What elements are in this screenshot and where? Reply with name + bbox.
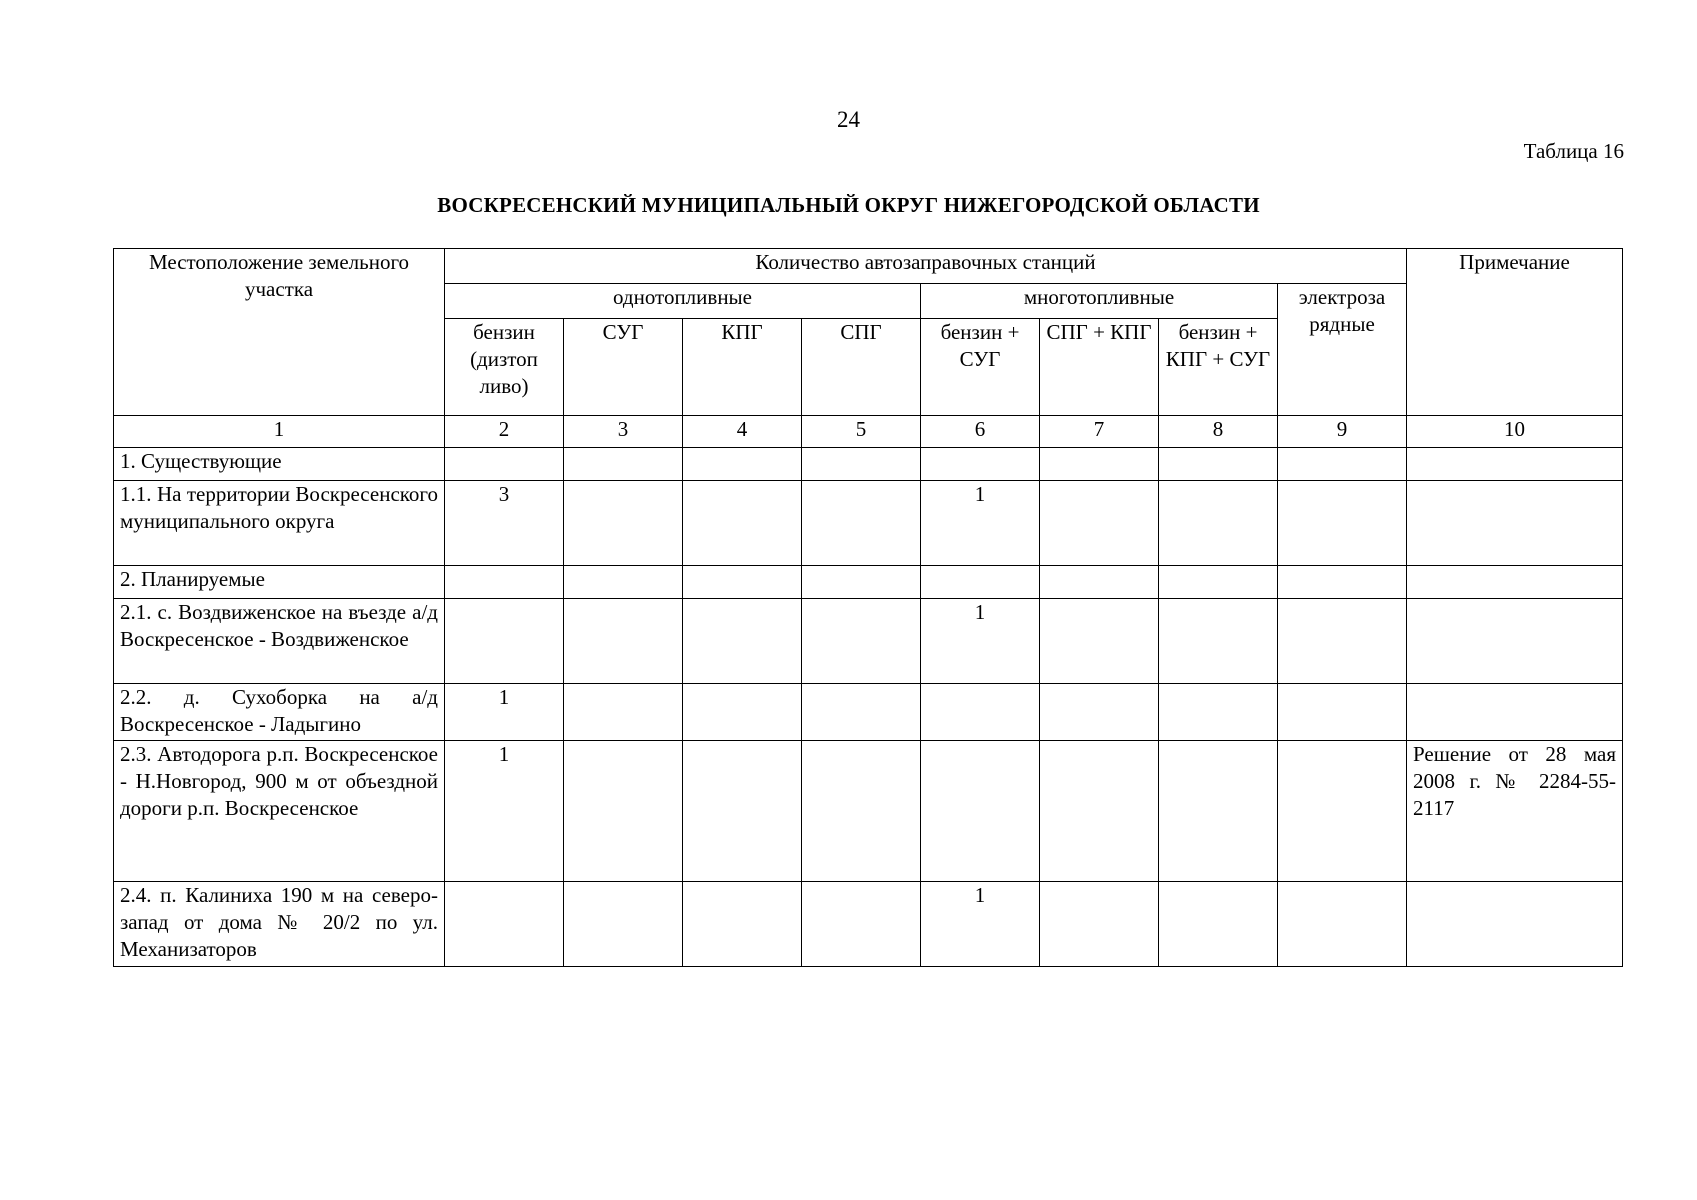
header-single-fuel: однотопливные	[445, 284, 921, 319]
row-value	[564, 882, 683, 967]
row-value	[564, 599, 683, 684]
document-title: ВОСКРЕСЕНСКИЙ МУНИЦИПАЛЬНЫЙ ОКРУГ НИЖЕГОРОДСКОЙ ОБЛАСТИ	[437, 193, 1260, 217]
row-value: 1	[921, 599, 1040, 684]
table-row	[114, 448, 1623, 481]
column-number: 10	[1407, 416, 1623, 448]
column-number: 2	[445, 416, 564, 448]
row-value	[564, 566, 683, 599]
row-value	[921, 566, 1040, 599]
table-row	[114, 481, 1623, 566]
gas-stations-table	[113, 248, 1623, 967]
column-numbers-row	[114, 416, 1623, 448]
header-col-petrol-cng-lpg: бензин + КПГ + СУГ	[1159, 319, 1278, 416]
row-value	[802, 481, 921, 566]
row-value	[683, 882, 802, 967]
row-value	[1278, 481, 1407, 566]
header-col-lpg: СУГ	[564, 319, 683, 416]
header-multi-fuel: многотопливные	[921, 284, 1278, 319]
row-value	[1159, 448, 1278, 481]
row-value	[1040, 566, 1159, 599]
row-value	[683, 566, 802, 599]
column-number: 3	[564, 416, 683, 448]
row-value	[921, 741, 1040, 882]
row-value	[1278, 684, 1407, 741]
row-value	[1040, 684, 1159, 741]
row-value	[445, 448, 564, 481]
row-value	[802, 448, 921, 481]
row-value	[1040, 741, 1159, 882]
row-location: 2. Планируемые	[114, 566, 445, 599]
column-number: 9	[1278, 416, 1407, 448]
row-value	[1159, 566, 1278, 599]
row-value	[802, 741, 921, 882]
column-number: 4	[683, 416, 802, 448]
row-value: 1	[445, 741, 564, 882]
column-number: 8	[1159, 416, 1278, 448]
row-location: 2.2. д. Сухоборка на а/д Воскресенское - Ладыгино	[114, 684, 445, 741]
table-row	[114, 684, 1623, 741]
row-value: 3	[445, 481, 564, 566]
row-value	[1159, 741, 1278, 882]
row-value	[1040, 481, 1159, 566]
row-value	[1040, 448, 1159, 481]
row-value	[683, 684, 802, 741]
row-value	[683, 599, 802, 684]
header-col-petrol-lpg: бензин + СУГ	[921, 319, 1040, 416]
table-row	[114, 741, 1623, 882]
row-value	[1278, 599, 1407, 684]
row-value	[1278, 566, 1407, 599]
row-value: 1	[921, 882, 1040, 967]
row-location: 2.1. с. Воздвиженское на въезде а/д Воскресенское - Воздвиженское	[114, 599, 445, 684]
header-station-count: Количество автозаправочных станций	[445, 249, 1407, 284]
table-row	[114, 599, 1623, 684]
row-location: 2.3. Автодорога р.п. Воскресенское - Н.Новгород, 900 м от объездной дороги р.п. Воскресенское	[114, 741, 445, 882]
column-number: 1	[114, 416, 445, 448]
row-value	[802, 566, 921, 599]
row-value	[1159, 882, 1278, 967]
row-note	[1407, 566, 1623, 599]
row-value	[1278, 882, 1407, 967]
column-number: 7	[1040, 416, 1159, 448]
page-number: 24	[837, 107, 860, 132]
row-value	[683, 481, 802, 566]
header-col-petrol: бензин (дизтоп ливо)	[445, 319, 564, 416]
row-value	[1159, 684, 1278, 741]
row-value	[564, 684, 683, 741]
column-number: 6	[921, 416, 1040, 448]
header-col-lng-cng: СПГ + КПГ	[1040, 319, 1159, 416]
row-value	[1159, 481, 1278, 566]
row-value	[802, 599, 921, 684]
column-number: 5	[802, 416, 921, 448]
row-location: 1. Существующие	[114, 448, 445, 481]
row-note: Решение от 28 мая 2008 г. № 2284-55-2117	[1407, 741, 1623, 882]
row-value	[921, 448, 1040, 481]
row-note	[1407, 481, 1623, 566]
row-location: 2.4. п. Калиниха 190 м на северо-запад от дома № 20/2 по ул. Механизаторов	[114, 882, 445, 967]
header-electric: электроза рядные	[1278, 284, 1407, 416]
row-value	[445, 882, 564, 967]
row-value	[683, 448, 802, 481]
table-row	[114, 882, 1623, 967]
row-value: 1	[921, 481, 1040, 566]
header-location: Местоположение земельного участка	[114, 249, 445, 416]
table-row	[114, 566, 1623, 599]
row-value	[445, 599, 564, 684]
row-value: 1	[445, 684, 564, 741]
row-value	[802, 684, 921, 741]
row-value	[1040, 599, 1159, 684]
row-note	[1407, 684, 1623, 741]
table-label: Таблица 16	[1523, 139, 1624, 163]
row-value	[683, 741, 802, 882]
header-col-lng: СПГ	[802, 319, 921, 416]
row-note	[1407, 882, 1623, 967]
row-value	[445, 566, 564, 599]
row-value	[921, 684, 1040, 741]
row-value	[1159, 599, 1278, 684]
row-value	[564, 481, 683, 566]
row-value	[564, 741, 683, 882]
row-value	[1278, 448, 1407, 481]
row-value	[564, 448, 683, 481]
header-note: Примечание	[1407, 249, 1623, 416]
row-value	[802, 882, 921, 967]
header-col-cng: КПГ	[683, 319, 802, 416]
row-note	[1407, 599, 1623, 684]
row-note	[1407, 448, 1623, 481]
row-value	[1278, 741, 1407, 882]
row-value	[1040, 882, 1159, 967]
row-location: 1.1. На территории Воскресенского муниципального округа	[114, 481, 445, 566]
